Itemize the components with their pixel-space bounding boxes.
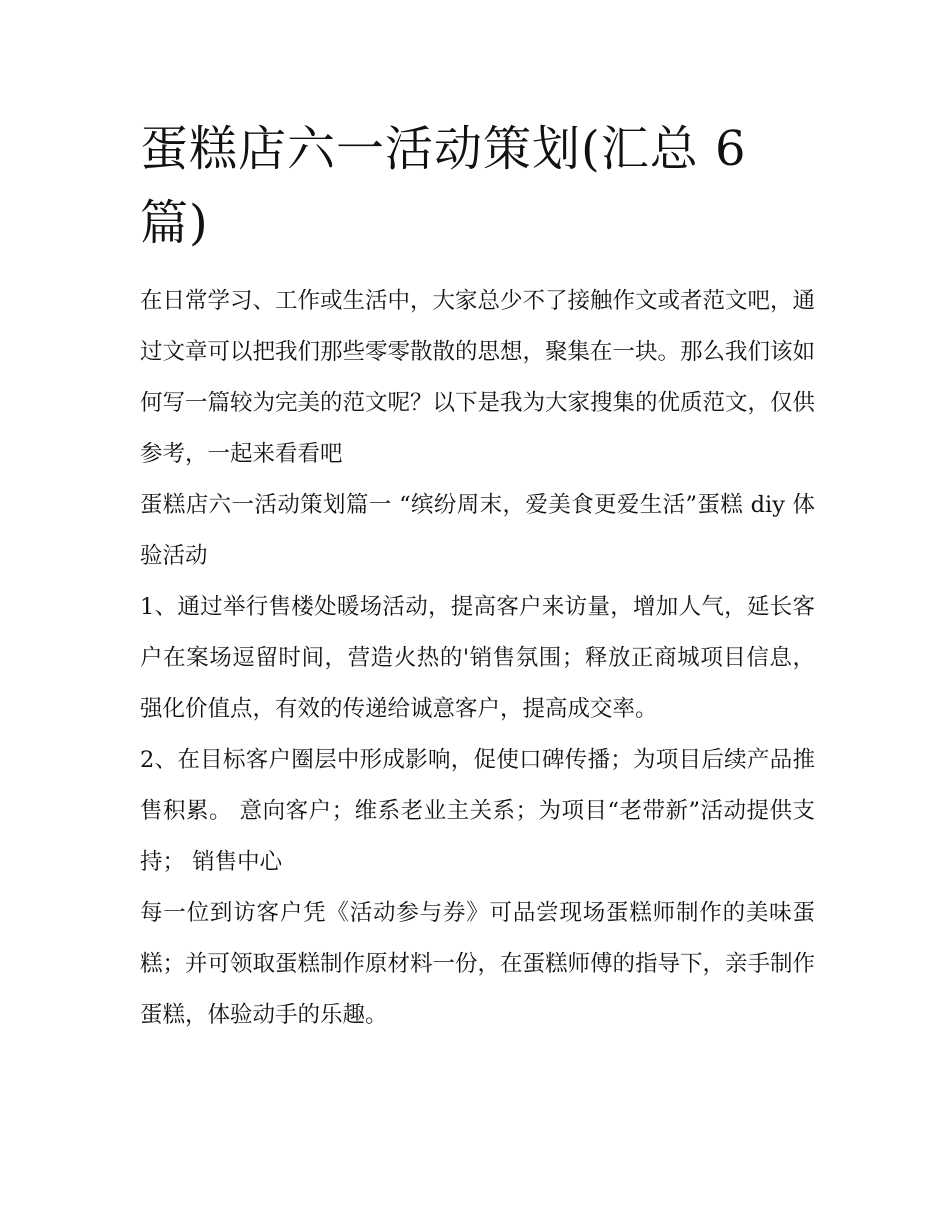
document-title: 蛋糕店六一活动策划(汇总 6 篇)	[140, 121, 747, 251]
paragraph-item-2: 2、在目标客户圈层中形成影响，促使口碑传播；为项目后续产品推售积累。 意向客户；维系老业主关系；为项目“老带新”活动提供支持； 销售中心	[140, 747, 815, 875]
paragraph-intro: 在日常学习、工作或生活中，大家总少不了接触作文或者范文吧，通过文章可以把我们那些零零散散的思想，聚集在一块。那么我们该如何写一篇较为完美的范文呢？以下是我为大家搜集的优质范文，仅供参考，一起来看看吧	[140, 288, 816, 467]
paragraph-section-heading: 蛋糕店六一活动策划篇一 “缤纷周末，爱美食更爱生活”蛋糕 diy 体验活动	[140, 492, 815, 569]
paragraph-item-1: 1、通过举行售楼处暖场活动，提高客户来访量，增加人气，延长客户在案场逗留时间，营造火热的'销售氛围；释放正商城项目信息，强化价值点，有效的传递给诚意客户，提高成交率。	[140, 594, 815, 722]
document-body	[140, 276, 815, 1041]
paragraph-activity: 每一位到访客户凭《活动参与券》可品尝现场蛋糕师制作的美味蛋糕；并可领取蛋糕制作原材料一份，在蛋糕师傅的指导下，亲手制作蛋糕，体验动手的乐趣。	[140, 900, 816, 1028]
